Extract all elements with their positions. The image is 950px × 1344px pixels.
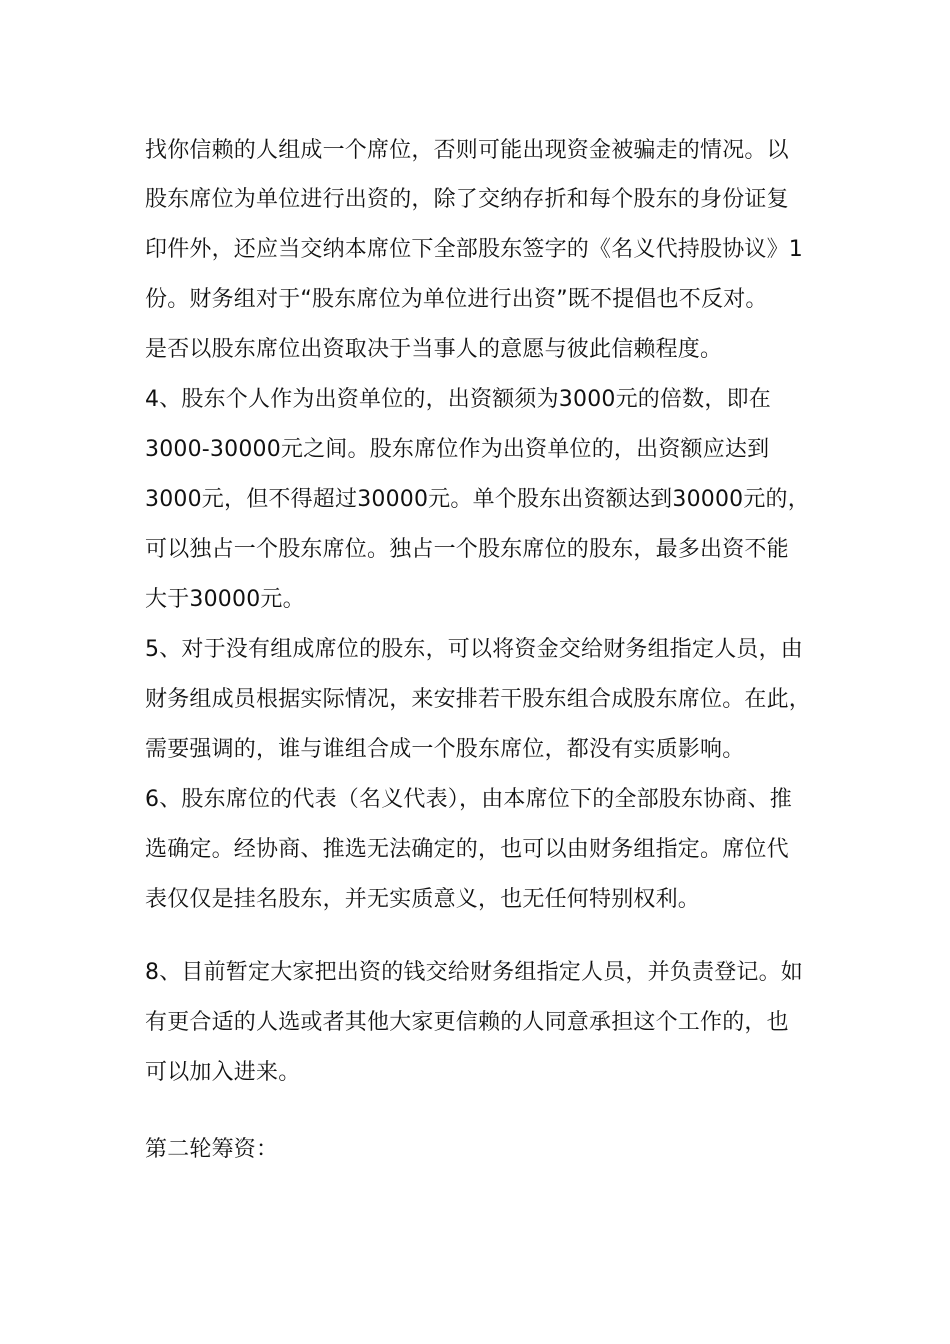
text-line: 是否以股东席位出资取决于当事人的意愿与彼此信赖程度。 xyxy=(145,337,723,362)
text-line: 表仅仅是挂名股东，并无实质意义，也无任何特别权利。 xyxy=(145,887,701,912)
text-line: 份。财务组对于“股东席位为单位进行出资”既不提倡也不反对。 xyxy=(145,287,768,312)
text-line: 可以独占一个股东席位。独占一个股东席位的股东，最多出资不能 xyxy=(145,537,789,562)
text-line: 财务组成员根据实际情况，来安排若干股东组合成股东席位。在此， xyxy=(145,687,812,712)
paragraph-5-start: 5、对于没有组成席位的股东，可以将资金交给财务组指定人员，由 xyxy=(145,637,803,662)
paragraph-6-start: 6、股东席位的代表（名义代表），由本席位下的全部股东协商、推 xyxy=(145,787,792,812)
paragraph-4-start: 4、股东个人作为出资单位的，出资额须为3000元的倍数，即在 xyxy=(145,387,771,412)
text-line: 股东席位为单位进行出资的，除了交纳存折和每个股东的身份证复 xyxy=(145,187,789,212)
text-line: 选确定。经协商、推选无法确定的，也可以由财务组指定。席位代 xyxy=(145,837,789,862)
text-line: 有更合适的人选或者其他大家更信赖的人同意承担这个工作的，也 xyxy=(145,1010,789,1035)
section-heading: 第二轮筹资： xyxy=(145,1137,279,1162)
text-line: 大于30000元。 xyxy=(145,587,305,612)
text-line: 找你信赖的人组成一个席位，否则可能出现资金被骗走的情况。以 xyxy=(145,138,789,163)
text-line: 可以加入进来。 xyxy=(145,1060,301,1085)
text-line: 需要强调的，谁与谁组合成一个股东席位，都没有实质影响。 xyxy=(145,737,745,762)
paragraph-8-start: 8、目前暂定大家把出资的钱交给财务组指定人员，并负责登记。如 xyxy=(145,960,803,985)
text-line: 3000元，但不得超过30000元。单个股东出资额达到30000元的， xyxy=(145,487,810,512)
text-line: 印件外，还应当交纳本席位下全部股东签字的《名义代持股协议》1 xyxy=(145,237,803,262)
text-line: 3000-30000元之间。股东席位作为出资单位的，出资额应达到 xyxy=(145,437,770,462)
